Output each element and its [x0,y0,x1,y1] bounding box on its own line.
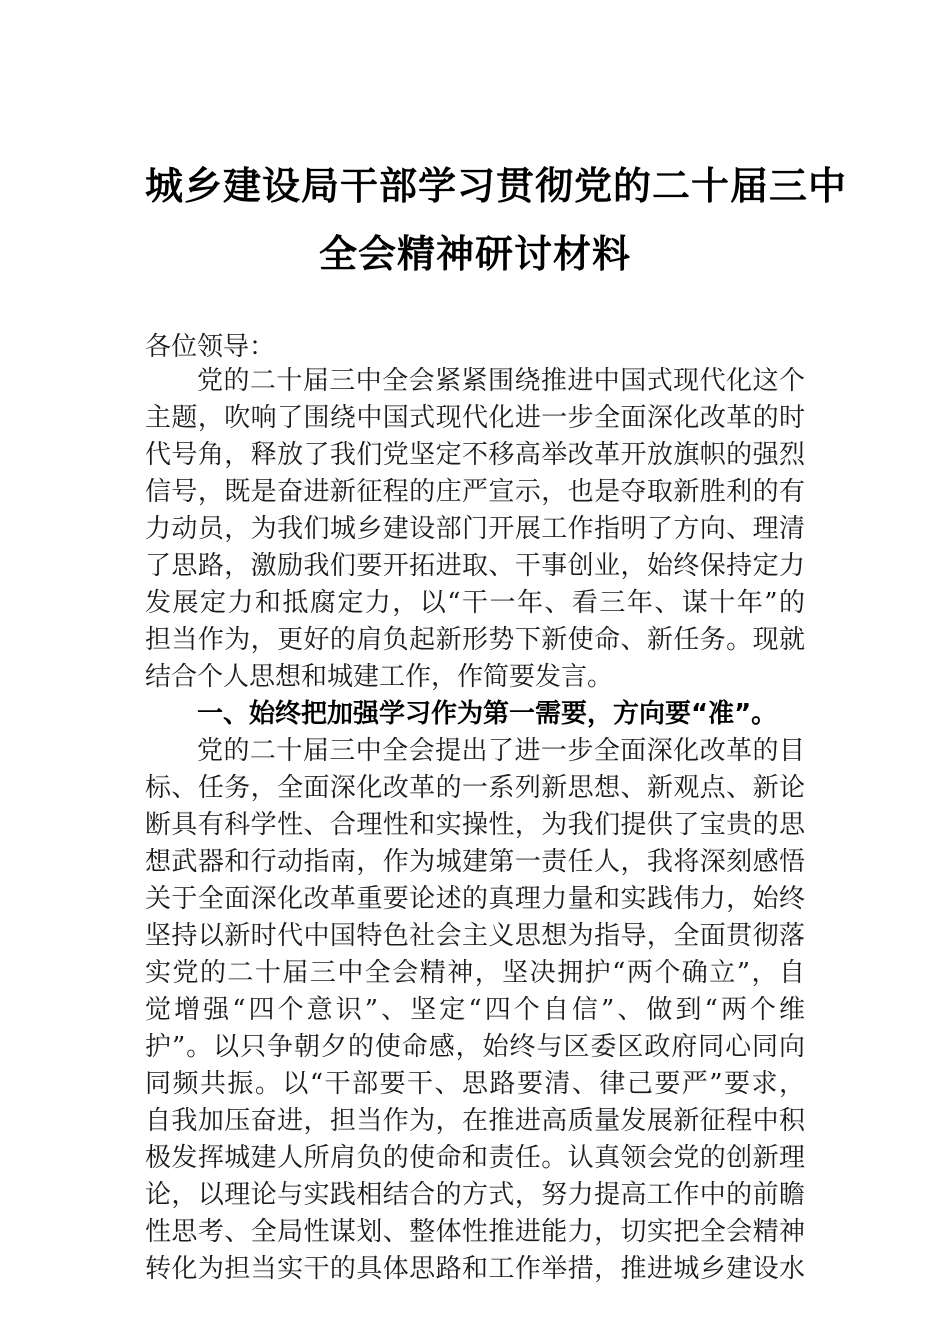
text-line: 性思考、全局性谋划、整体性推进能力，切实把全会精神 [145,1217,805,1247]
salutation: 各位领导： [145,332,276,362]
text-line: 坚持以新时代中国特色社会主义思想为指导，全面贯彻落 [145,921,805,951]
text-line: 党的二十届三中全会提出了进一步全面深化改革的目 [197,736,805,766]
text-line: 主题，吹响了围绕中国式现代化进一步全面深化改革的时 [145,403,805,433]
section-heading: 一、始终把加强学习作为第一需要，方向要“准”。 [197,699,778,729]
text-line: 信号，既是奋进新征程的庄严宣示，也是夺取新胜利的有 [145,477,805,507]
text-line: 极发挥城建人所肩负的使命和责任。认真领会党的创新理 [145,1143,805,1173]
text-line: 同频共振。以“干部要干、思路要清、律己要严”要求， [145,1069,805,1099]
text-line: 发展定力和抵腐定力，以“干一年、看三年、谋十年”的 [145,588,805,618]
text-line: 护”。以只争朝夕的使命感，始终与区委区政府同心同向 [145,1032,805,1062]
text-line: 想武器和行动指南，作为城建第一责任人，我将深刻感悟 [145,847,805,877]
text-line: 自我加压奋进，担当作为，在推进高质量发展新征程中积 [145,1106,805,1136]
document-title-line-2: 全会精神研讨材料 [318,232,631,276]
text-line: 标、任务，全面深化改革的一系列新思想、新观点、新论 [145,773,805,803]
document-title-line-1: 城乡建设局干部学习贯彻党的二十届三中 [145,164,848,208]
text-line: 力动员，为我们城乡建设部门开展工作指明了方向、理清 [145,514,805,544]
text-line: 代号角，释放了我们党坚定不移高举改革开放旗帜的强烈 [145,440,805,470]
text-line: 实党的二十届三中全会精神，坚决拥护“两个确立”，自 [145,958,805,988]
text-line: 了思路，激励我们要开拓进取、干事创业，始终保持定力 [145,551,805,581]
text-line: 结合个人思想和城建工作，作简要发言。 [145,662,614,692]
text-line: 转化为担当实干的具体思路和工作举措，推进城乡建设水 [145,1254,805,1284]
text-line: 断具有科学性、合理性和实操性，为我们提供了宝贵的思 [145,810,805,840]
text-line: 党的二十届三中全会紧紧围绕推进中国式现代化这个 [197,366,805,396]
text-line: 担当作为，更好的肩负起新形势下新使命、新任务。现就 [145,625,805,655]
text-line: 关于全面深化改革重要论述的真理力量和实践伟力，始终 [145,884,805,914]
text-line: 觉增强“四个意识”、坚定“四个自信”、做到“两个维 [145,995,805,1025]
text-line: 论，以理论与实践相结合的方式，努力提高工作中的前瞻 [145,1180,805,1210]
